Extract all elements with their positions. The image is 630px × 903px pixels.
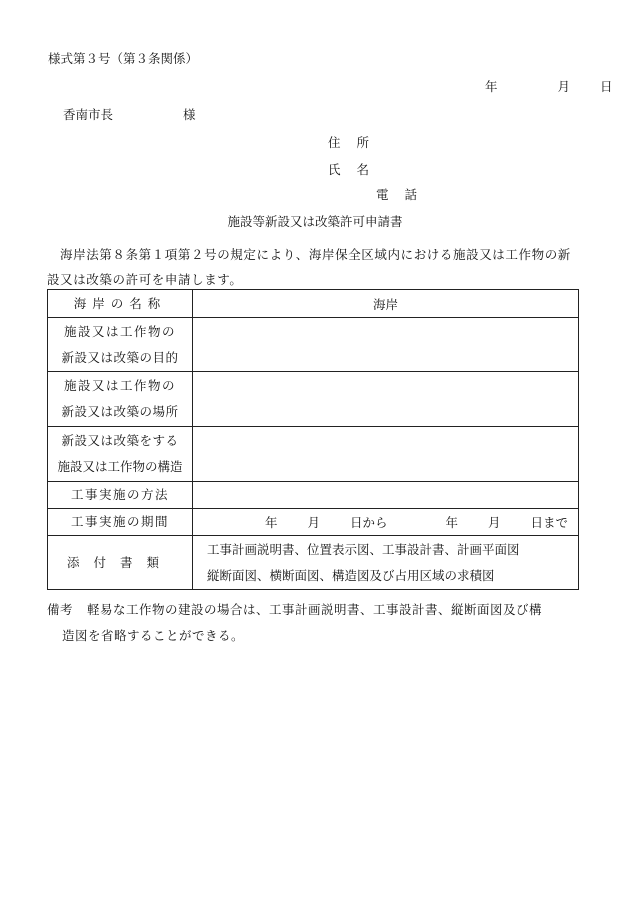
period-end-month: 月: [488, 515, 501, 530]
application-table: [47, 289, 579, 590]
addressee-suffix: 様: [183, 107, 196, 122]
applicant-name-label: 氏 名: [328, 162, 370, 177]
applicant-phone-label: 電 話: [376, 187, 418, 202]
structure-value[interactable]: [193, 427, 579, 482]
attachments-line-1: 工事計画説明書、位置表示図、工事設計書、計画平面図: [207, 541, 520, 557]
location-label: 施設又は工作物の 新設又は改築の場所: [48, 372, 193, 427]
document-title: 施設等新設又は改築許可申請書: [227, 214, 403, 229]
table-row: [48, 509, 579, 536]
attachments-value: [193, 536, 579, 590]
note: [47, 597, 587, 649]
method-value[interactable]: [193, 482, 579, 509]
addressee: [63, 109, 196, 122]
table-row: [48, 427, 579, 482]
date-year-label: 年: [485, 79, 498, 94]
date-day-label: 日: [600, 79, 613, 94]
table-row: [48, 318, 579, 372]
addressee-name: 香南市長: [63, 107, 114, 122]
form-number: 様式第３号（第３条関係）: [48, 51, 199, 66]
period-start-year: 年: [264, 515, 278, 530]
table-row: [48, 372, 579, 427]
note-line-1: 軽易な工作物の建設の場合は、工事計画説明書、工事設計書、縦断面図及び構: [87, 602, 543, 617]
location-value[interactable]: [193, 372, 579, 427]
note-heading: 備考: [47, 602, 74, 617]
note-line-2: 造図を省略することができる。: [62, 628, 245, 643]
structure-label: 新設又は改築をする 施設又は工作物の構造: [48, 427, 193, 482]
purpose-label: 施設又は工作物の 新設又は改築の目的: [48, 318, 193, 372]
table-row: [48, 290, 579, 318]
document-body: 海岸法第８条第１項第２号の規定により、海岸保全区域内における施設又は工作物の新設又は改築の許可を申請します。: [47, 247, 571, 287]
coast-name-label: 海岸の名称: [48, 290, 193, 318]
date-month-label: 月: [557, 79, 571, 94]
period-start-day: 日から: [349, 515, 388, 530]
attachments-line-2: 縦断面図、横断面図、構造図及び占用区域の求積図: [207, 567, 495, 583]
coast-name-value[interactable]: 海岸: [193, 290, 579, 318]
period-start-month: 月: [307, 515, 320, 530]
attachments-label: 添付書類: [48, 536, 193, 590]
period-value[interactable]: [193, 509, 579, 536]
purpose-value[interactable]: [193, 318, 579, 372]
table-row: [48, 482, 579, 509]
period-end-year: 年: [445, 515, 459, 530]
applicant-address-label: 住 所: [328, 135, 370, 150]
period-end-day: 日まで: [530, 515, 569, 530]
method-label: 工事実施の方法: [48, 482, 193, 509]
table-row: [48, 536, 579, 590]
period-label: 工事実施の期間: [48, 509, 193, 536]
date-line: [485, 81, 613, 94]
